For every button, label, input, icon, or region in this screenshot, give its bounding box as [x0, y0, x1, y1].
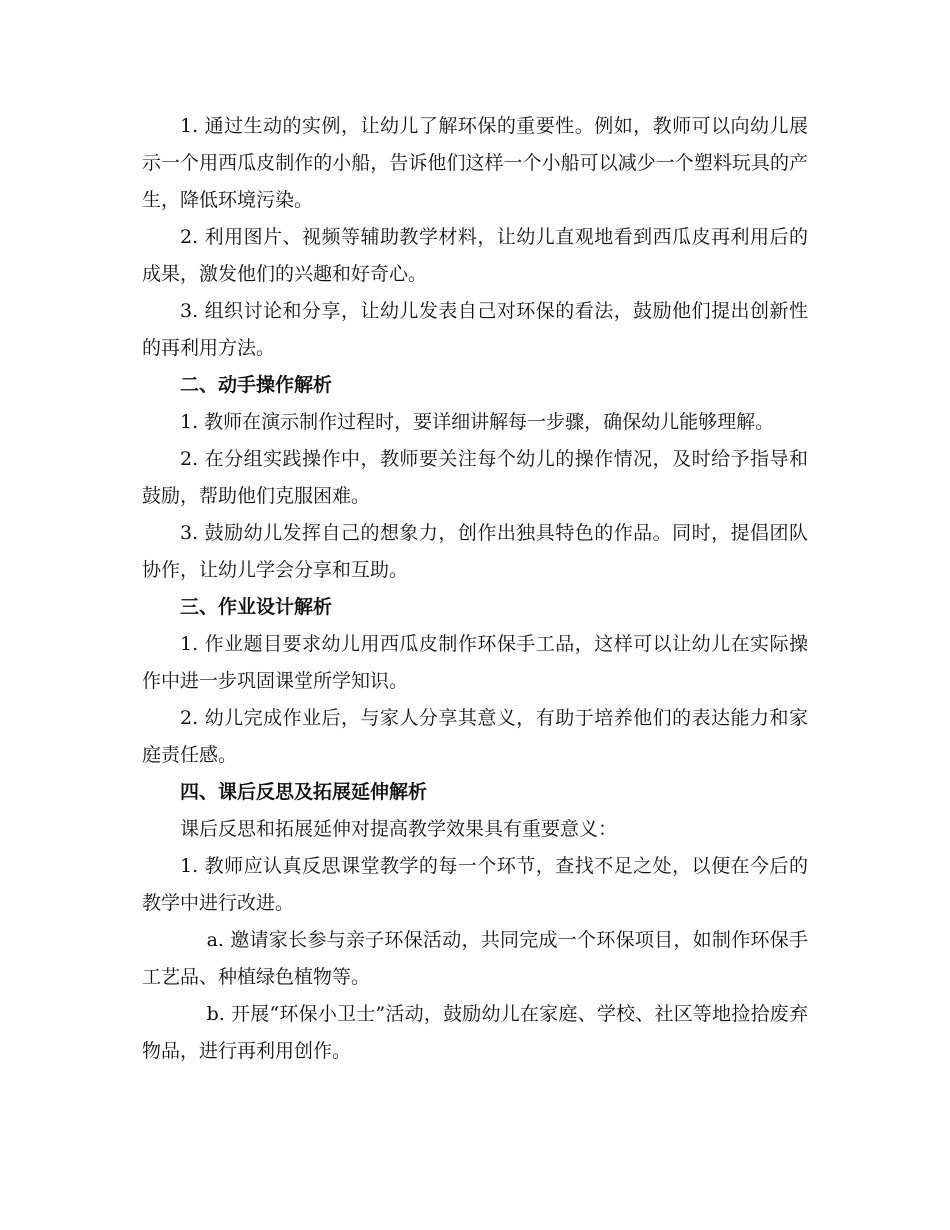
paragraph-hands-on-3: 3. 鼓励幼儿发挥自己的想象力，创作出独具特色的作品。同时，提倡团队协作，让幼儿学会分享和互助。	[142, 522, 808, 581]
paragraph-intro-2: 2. 利用图片、视频等辅助教学材料，让幼儿直观地看到西瓜皮再利用后的成果，激发他们的兴趣和好奇心。	[142, 226, 808, 285]
paragraph-homework-1: 1. 作业题目要求幼儿用西瓜皮制作环保手工品，这样可以让幼儿在实际操作中进一步巩固课堂所学知识。	[142, 633, 808, 692]
document-page	[142, 108, 808, 1070]
paragraph-hands-on-1: 1. 教师在演示制作过程时，要详细讲解每一步骤，确保幼儿能够理解。	[180, 411, 775, 433]
paragraph-homework-2: 2. 幼儿完成作业后，与家人分享其意义，有助于培养他们的表达能力和家庭责任感。	[142, 707, 808, 766]
paragraph-reflection-1: 1. 教师应认真反思课堂教学的每一个环节，查找不足之处，以便在今后的教学中进行改进。	[142, 855, 808, 914]
paragraph-reflection-sub-a: a. 邀请家长参与亲子环保活动，共同完成一个环保项目，如制作环保手工艺品、种植绿色植物等。	[142, 929, 808, 988]
paragraph-reflection-sub-b: b. 开展“环保小卫士”活动，鼓励幼儿在家庭、学校、社区等地捡拾废弃物品，进行再利用创作。	[142, 1003, 808, 1062]
paragraph-hands-on-2: 2. 在分组实践操作中，教师要关注每个幼儿的操作情况，及时给予指导和鼓励，帮助他们克服困难。	[142, 448, 808, 507]
paragraph-intro-1: 1. 通过生动的实例，让幼儿了解环保的重要性。例如，教师可以向幼儿展示一个用西瓜皮制作的小船，告诉他们这样一个小船可以减少一个塑料玩具的产生，降低环境污染。	[142, 115, 808, 211]
section-heading-homework: 三、作业设计解析	[180, 596, 333, 618]
section-heading-reflection: 四、课后反思及拓展延伸解析	[180, 781, 428, 803]
paragraph-intro-3: 3. 组织讨论和分享，让幼儿发表自己对环保的看法，鼓励他们提出创新性的再利用方法。	[142, 300, 808, 359]
section-heading-hands-on: 二、动手操作解析	[180, 374, 333, 396]
paragraph-reflection-intro: 课后反思和拓展延伸对提高教学效果具有重要意义：	[180, 818, 618, 840]
